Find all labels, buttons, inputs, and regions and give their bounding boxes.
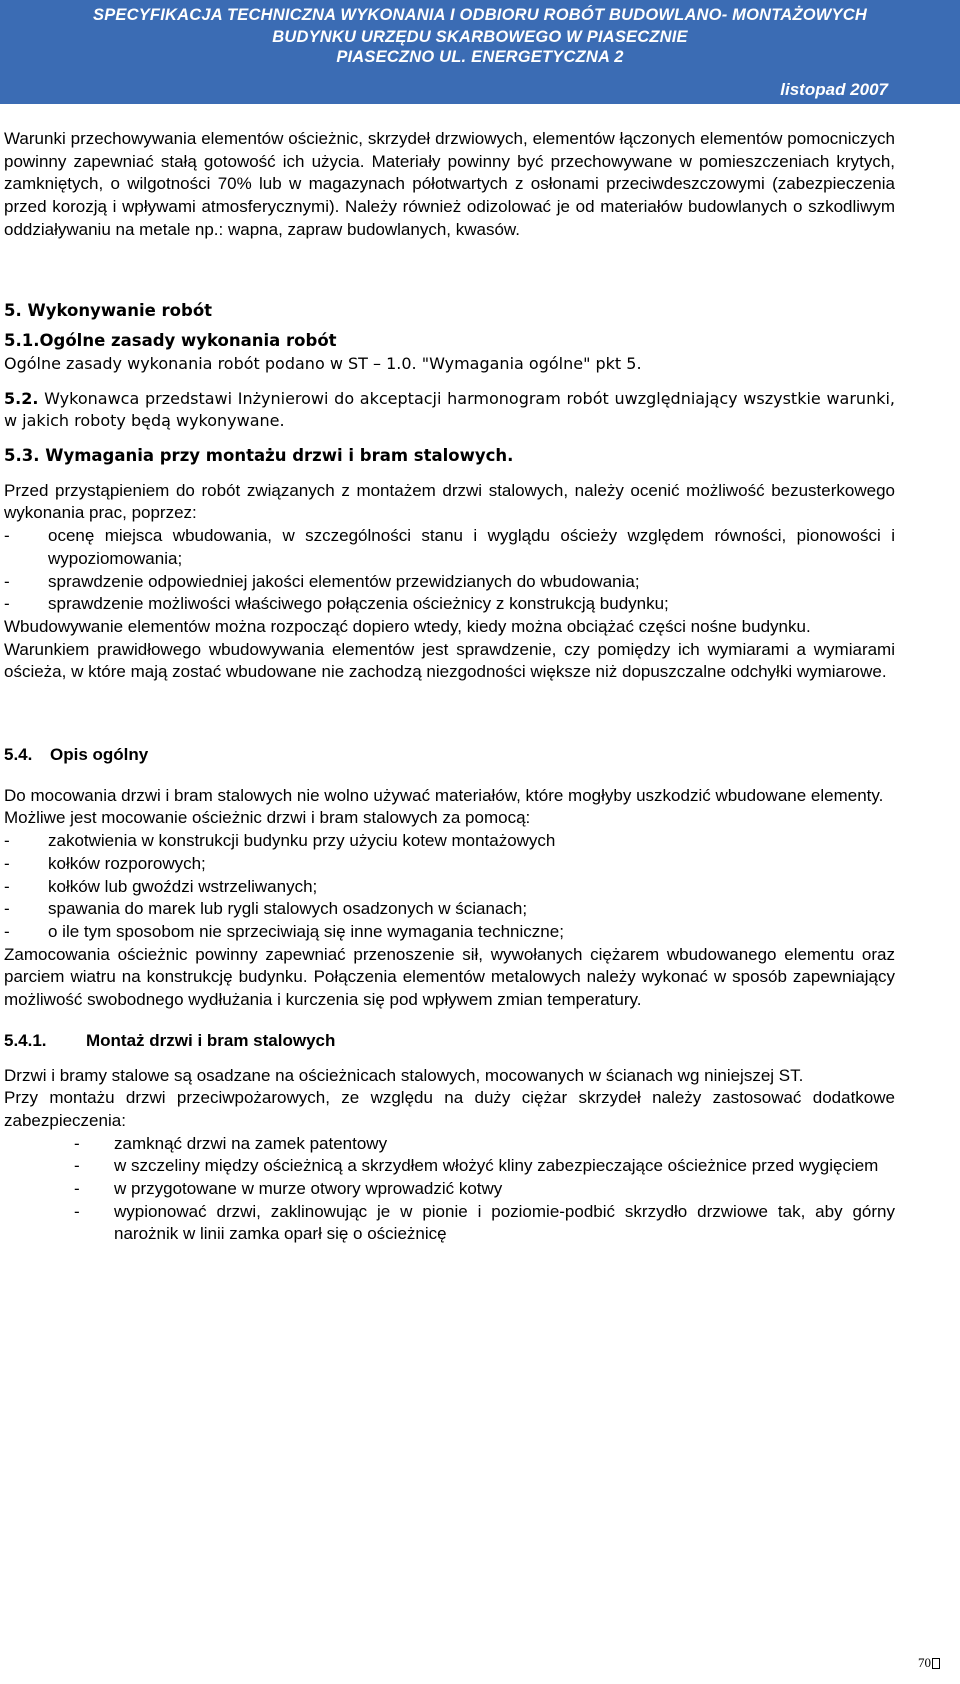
document-header <box>0 0 960 104</box>
header-date: listopad 2007 <box>780 80 888 99</box>
section-5-2-text <box>4 388 895 433</box>
section-5-3-list <box>4 525 895 616</box>
section-5-4-heading <box>4 744 895 767</box>
section-5-2-body: Wykonawca przedstawi Inżynierowi do akceptacji harmonogram robót uwzględniający wszystkie warunki, w jakich roboty będą wykonywane. <box>4 388 896 431</box>
section-5-2-number: 5.2. <box>4 388 39 408</box>
page-number <box>918 1655 940 1671</box>
list-item: - sprawdzenie odpowiedniej jakości elementów przewidzianych do wbudowania; <box>4 571 640 591</box>
section-5-4-paragraph-1: Do mocowania drzwi i bram stalowych nie wolno używać materiałów, które mogłyby uszkodzić wbudowane elementy. <box>4 785 884 805</box>
header-title-line2: BUDYNKU URZĘDU SKARBOWEGO W PIASECZNIE <box>272 28 688 46</box>
list-item: - sprawdzenie możliwości właściwego połączenia ościeżnicy z konstrukcją budynku; <box>4 594 669 614</box>
list-item: - zamknąć drzwi na zamek patentowy <box>74 1133 388 1153</box>
section-5-1-heading: 5.1.Ogólne zasady wykonania robót <box>4 331 337 351</box>
section-5-4-1-paragraph-2: Przy montażu drzwi przeciwpożarowych, ze względu na duży ciężar skrzydeł należy zastosować dodatkowe zabezpieczenia: <box>4 1088 895 1130</box>
header-title-line1: SPECYFIKACJA TECHNICZNA WYKONANIA I ODBIORU ROBÓT BUDOWLANO- MONTAŻOWYCH <box>93 6 867 24</box>
list-item: - kołków rozporowych; <box>4 853 206 873</box>
document-body <box>0 128 895 1246</box>
list-item: - o ile tym sposobom nie sprzeciwiają się inne wymagania techniczne; <box>4 921 564 941</box>
section-title: Montaż drzwi i bram stalowych <box>86 1030 336 1050</box>
section-5-3-paragraph-2: Wbudowywanie elementów można rozpocząć dopiero wtedy, kiedy można obciążać części nośne budynku. <box>4 616 811 636</box>
section-5-4-1-list <box>4 1133 895 1247</box>
list-item: - kołków lub gwoździ wstrzeliwanych; <box>4 876 318 896</box>
section-number: 5.4.1. <box>4 1030 47 1050</box>
list-item: - zakotwienia w konstrukcji budynku przy użyciu kotew montażowych <box>4 831 556 851</box>
section-5-4-1-heading <box>4 1030 895 1053</box>
section-5-heading: 5. Wykonywanie robót <box>4 300 213 320</box>
section-5-4-paragraph-3: Zamocowania ościeżnic powinny zapewniać przenoszenie sił, wywołanych ciężarem wbudowanego elementu oraz parciem wiatru na konstrukcję budynku. Połączenia elementów metalowych należy wykonać w sposób zapewniający możliwość swobodnego wydłużania i kurczenia się pod wpływem zmian temperatury. <box>4 944 895 1010</box>
section-5-1-text: Ogólne zasady wykonania robót podano w ST – 1.0. "Wymagania ogólne" pkt 5. <box>4 353 642 373</box>
header-title-line3: PIASECZNO UL. ENERGETYCZNA 2 <box>336 48 624 66</box>
section-5-4-1-paragraph-1: Drzwi i bramy stalowe są osadzane na ościeżnicach stalowych, mocowanych w ścianach wg niniejszej ST. <box>4 1065 804 1085</box>
page-number-text: 70 <box>918 1655 931 1670</box>
missing-glyph-icon <box>932 1658 940 1669</box>
section-number: 5.4. <box>4 745 33 765</box>
section-5-4-list <box>4 830 895 944</box>
section-title: Opis ogólny <box>50 745 149 765</box>
section-5-3-paragraph-3: Warunkiem prawidłowego wbudowywania elementów jest sprawdzenie, czy pomiędzy ich wymiarami a wymiarami ościeża, w które mają zostać wbudowane nie zachodzą niezgodności większe niż dopuszczalne odchyłki wymiarowe. <box>4 639 895 682</box>
section-5-4-paragraph-2: Możliwe jest mocowanie ościeżnic drzwi i bram stalowych za pomocą: <box>4 808 531 828</box>
storage-paragraph: Warunki przechowywania elementów ościeżnic, skrzydeł drzwiowych, elementów łączonych elementów pomocniczych powinny zapewniać stałą gotowość ich użycia. Materiały powinny być przechowywane w pomieszczeniach krytych, zamkniętych, o wilgotności 70% lub w magazynach półotwartych z osłonami przeciwdeszczowymi (zabezpieczenia przed korozją i wpływami atmosferycznymi). Należy również odizolować je od materiałów budowlanych o szkodliwym oddziaływaniu na metale np.: wapna, zapraw budowlanych, kwasów. <box>4 129 895 239</box>
list-item: - ocenę miejsca wbudowania, w szczególności stanu i wyglądu ościeży względem równości, pionowości i wypoziomowania; <box>4 526 895 568</box>
list-item: - spawania do marek lub rygli stalowych osadzonych w ścianach; <box>4 899 528 919</box>
list-item: - w przygotowane w murze otwory wprowadzić kotwy <box>74 1179 503 1199</box>
section-5-3-intro: Przed przystąpieniem do robót związanych z montażem drzwi stalowych, należy ocenić możliwość bezusterkowego wykonania prac, poprzez: <box>4 480 895 523</box>
list-item: - wypionować drzwi, zaklinowując je w pionie i poziomie-podbić skrzydło drzwiowe tak, aby górny narożnik w linii zamka oparł się o ościeżnicę <box>74 1201 895 1244</box>
list-item: - w szczeliny między ościeżnicą a skrzydłem włożyć kliny zabezpieczające ościeżnice przed wygięciem <box>74 1156 879 1176</box>
section-5-3-heading: 5.3. Wymagania przy montażu drzwi i bram stalowych. <box>4 446 514 466</box>
